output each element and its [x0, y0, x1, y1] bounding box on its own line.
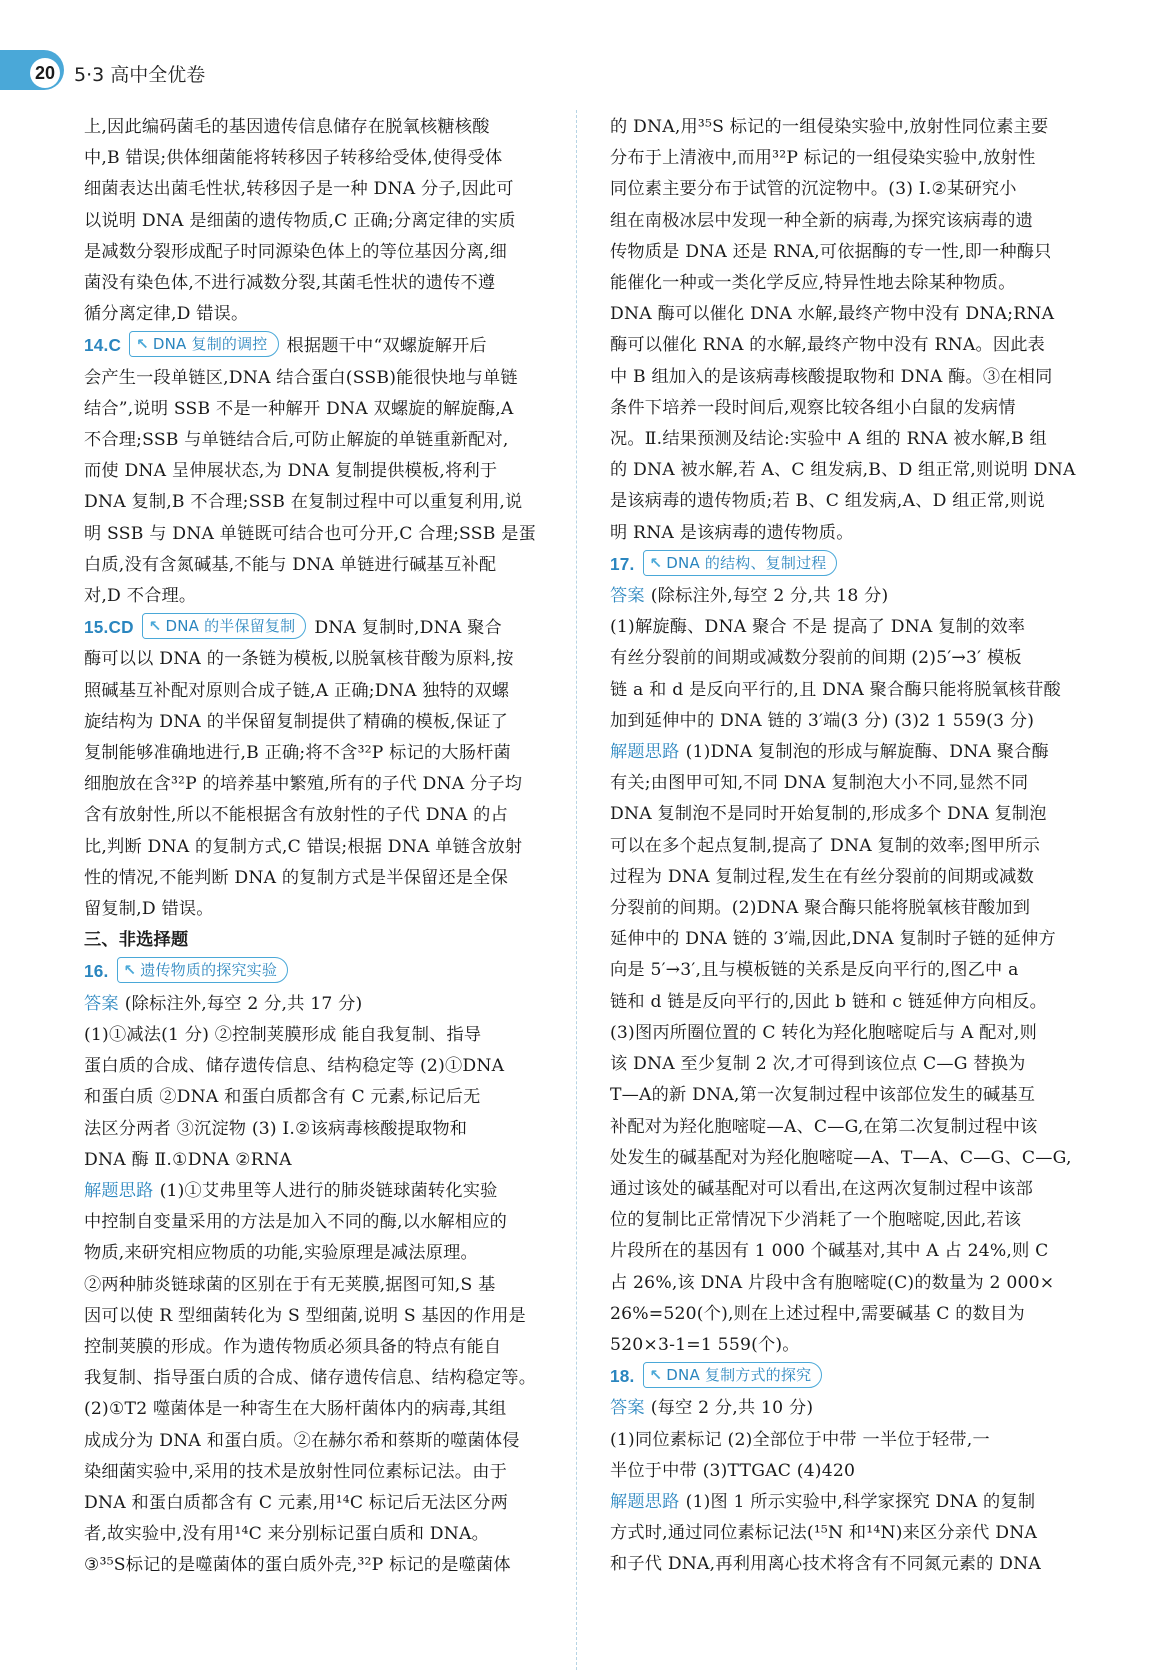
text-line: 白质,没有含氮碱基,不能与 DNA 单链进行碱基互补配 — [84, 554, 497, 575]
text-line: 留复制,D 错误。 — [84, 899, 214, 920]
text-line: 细胞放在含³²P 的培养基中繁殖,所有的子代 DNA 分子均 — [84, 774, 523, 795]
question-17-header — [610, 549, 1106, 581]
text-line: DNA 复制时,DNA 聚合 — [314, 618, 502, 639]
answer-label: 答案 — [610, 586, 645, 607]
text-line: 会产生一段单链区,DNA 结合蛋白(SSB)能很快地与单链 — [84, 367, 518, 388]
question-16-continued — [610, 112, 1106, 549]
answer-line: 和蛋白质 ②DNA 和蛋白质都含有 C 元素,标记后无 — [84, 1087, 481, 1108]
topic-tag — [643, 1362, 823, 1388]
text-line: 者,故实验中,没有用¹⁴C 来分别标记蛋白质和 DNA。 — [84, 1524, 489, 1545]
text-line: 有关;由图甲可知,不同 DNA 复制泡大小不同,显然不同 — [610, 773, 1029, 794]
topic-tag — [643, 550, 838, 576]
text-line: 比,判断 DNA 的复制方式,C 错误;根据 DNA 单链含放射 — [84, 836, 523, 857]
text-line: 结合”,说明 SSB 不是一种解开 DNA 双螺旋的解旋酶,A — [84, 398, 514, 419]
text-line: 的 DNA 被水解,若 A、C 组发病,B、D 组正常,则说明 DNA — [610, 460, 1076, 481]
text-line: 传物质是 DNA 还是 RNA,可依据酶的专一性,即一种酶只 — [610, 241, 1052, 262]
tag-hook-icon: ↖ — [123, 961, 137, 980]
text-line: 复制能够准确地进行,B 正确;将不含³²P 标记的大肠杆菌 — [84, 743, 511, 764]
text-line: 酶可以催化 RNA 的水解,最终产物中没有 RNA。因此表 — [610, 335, 1046, 356]
answer-note: (除标注外,每空 2 分,共 17 分) — [124, 993, 363, 1014]
topic-tag-label: 遗传物质的探究实验 — [140, 961, 278, 980]
text-line: 而使 DNA 呈伸展状态,为 DNA 复制提供模板,将利于 — [84, 461, 498, 482]
topic-tag — [117, 957, 289, 983]
text-line: 中控制自变量采用的方法是加入不同的酶,以水解相应的 — [84, 1212, 507, 1233]
text-line: 和子代 DNA,再利用离心技术将含有不同氮元素的 DNA — [610, 1554, 1042, 1575]
text-line: 位的复制比正常情况下少消耗了一个胞嘧啶,因此,若该 — [610, 1210, 1022, 1231]
analysis-label: 解题思路 — [84, 1180, 154, 1201]
question-14 — [84, 330, 584, 612]
analysis-header — [610, 1487, 1106, 1518]
text-line: 能催化一种或一类化学反应,特异性地去除某种物质。 — [610, 273, 1016, 294]
topic-tag — [142, 613, 307, 639]
right-column — [610, 112, 1106, 1581]
text-line: 可以在多个起点复制,提高了 DNA 复制的效率;图甲所示 — [610, 835, 1040, 856]
text-line: 上,因此编码菌毛的基因遗传信息储存在脱氧核糖核酸 — [84, 117, 490, 137]
question-number: 15.CD — [84, 617, 134, 638]
analysis-header — [610, 737, 1106, 768]
answer-note: (每空 2 分,共 10 分) — [650, 1398, 814, 1419]
answer-header — [610, 581, 1106, 612]
question-15-header — [84, 612, 584, 644]
topic-tag — [129, 331, 278, 357]
text-line: 补配对为羟化胞嘧啶—A、C—G,在第二次复制过程中该 — [610, 1116, 1038, 1137]
text-line: 循分离定律,D 错误。 — [84, 304, 249, 325]
text-line: 中 B 组加入的是该病毒核酸提取物和 DNA 酶。③在相同 — [610, 366, 1053, 387]
analysis-header — [84, 1176, 584, 1207]
page-number-tab — [0, 50, 64, 90]
text-line: 根据题干中“双螺旋解开后 — [286, 336, 487, 357]
question-18 — [610, 1361, 1106, 1580]
text-line: 向是 5′→3′,且与模板链的关系是反向平行的,图乙中 a — [610, 960, 1019, 981]
question-14-header — [84, 330, 584, 362]
topic-tag-label: DNA 复制方式的探究 — [666, 1366, 812, 1385]
text-line: 酶可以以 DNA 的一条链为模板,以脱氧核苷酸为原料,按 — [84, 649, 514, 670]
topic-tag-label: DNA 的结构、复制过程 — [666, 553, 827, 572]
answer-line: 蛋白质的合成、储存遗传信息、结构稳定等 (2)①DNA — [84, 1056, 505, 1077]
analysis-label: 解题思路 — [610, 742, 680, 763]
text-line: 该 DNA 至少复制 2 次,才可得到该位点 C—G 替换为 — [610, 1054, 1026, 1075]
question-16-header — [84, 956, 584, 988]
text-line: 是减数分裂形成配子时同源染色体上的等位基因分离,细 — [84, 241, 507, 262]
text-line: DNA 酶可以催化 DNA 水解,最终产物中没有 DNA;RNA — [610, 304, 1055, 325]
topic-tag-label: DNA 的半保留复制 — [165, 617, 296, 636]
answer-line: (1)同位素标记 (2)全部位于中带 一半位于轻带,一 — [610, 1429, 990, 1450]
question-16 — [84, 956, 584, 1581]
question-17 — [610, 549, 1106, 1361]
text-line: 过程为 DNA 复制过程,发生在有丝分裂前的间期或减数 — [610, 866, 1034, 887]
text-line: 旋结构为 DNA 的半保留复制提供了精确的模板,保证了 — [84, 711, 508, 732]
text-line: (1)①艾弗里等人进行的肺炎链球菌转化实验 — [159, 1180, 498, 1201]
text-line: 片段所在的基因有 1 000 个碱基对,其中 A 占 24%,则 C — [610, 1241, 1049, 1262]
answer-line: 半位于中带 (3)TTGAC (4)420 — [610, 1460, 856, 1481]
answer-header — [84, 989, 584, 1020]
text-line: 染细菌实验中,采用的技术是放射性同位素标记法。由于 — [84, 1461, 507, 1482]
text-line: 细菌表达出菌毛性状,转移因子是一种 DNA 分子,因此可 — [84, 179, 514, 200]
left-column — [84, 112, 584, 1582]
text-line: 处发生的碱基配对为羟化胞嘧啶—A、T—A、C—G、C—G, — [610, 1147, 1072, 1168]
question-18-header — [610, 1361, 1106, 1393]
text-line: 链和 d 链是反向平行的,因此 b 链和 c 链延伸方向相反。 — [610, 991, 1048, 1012]
text-line: 物质,来研究相应物质的功能,实验原理是减法原理。 — [84, 1243, 478, 1264]
section-title: 三、非选择题 — [84, 930, 189, 951]
text-line: DNA 和蛋白质都含有 C 元素,用¹⁴C 标记后无法区分两 — [84, 1492, 509, 1513]
text-line: (3)图丙所圈位置的 C 转化为羟化胞嘧啶后与 A 配对,则 — [610, 1022, 1037, 1043]
text-line: ②两种肺炎链球菌的区别在于有无荚膜,据图可知,S 基 — [84, 1274, 496, 1295]
text-line: 菌没有染色体,不进行减数分裂,其菌毛性状的遗传不遵 — [84, 273, 496, 294]
text-line: DNA 复制,B 不合理;SSB 在复制过程中可以重复利用,说 — [84, 492, 523, 513]
text-line: 不合理;SSB 与单链结合后,可防止解旋的单链重新配对, — [84, 430, 509, 451]
text-line: 对,D 不合理。 — [84, 586, 197, 607]
text-line: 况。Ⅱ.结果预测及结论:实验中 A 组的 RNA 被水解,B 组 — [610, 429, 1047, 450]
text-line: 占 26%,该 DNA 片段中含有胞嘧啶(C)的数量为 2 000× — [610, 1272, 1055, 1293]
text-line: (2)①T2 噬菌体是一种寄生在大肠杆菌体内的病毒,其组 — [84, 1399, 507, 1420]
intro-paragraph — [84, 112, 584, 330]
question-number: 16. — [84, 961, 109, 982]
answer-line: 有丝分裂前的间期或减数分裂前的间期 (2)5′→3′ 模板 — [610, 648, 1022, 669]
text-line: 明 RNA 是该病毒的遗传物质。 — [610, 522, 854, 543]
answer-line: 链 a 和 d 是反向平行的,且 DNA 聚合酶只能将脱氧核苷酸 — [610, 679, 1061, 700]
tag-hook-icon: ↖ — [136, 335, 149, 354]
topic-tag-label: DNA 复制的调控 — [152, 335, 268, 354]
text-line: 条件下培养一段时间后,观察比较各组小白鼠的发病情 — [610, 397, 1016, 418]
answer-note: (除标注外,每空 2 分,共 18 分) — [650, 586, 889, 607]
text-line: 分裂前的间期。(2)DNA 聚合酶只能将脱氧核苷酸加到 — [610, 898, 1031, 919]
answer-label: 答案 — [84, 993, 119, 1014]
text-line: 我复制、指导蛋白质的合成、储存遗传信息、结构稳定等。 — [84, 1368, 537, 1389]
text-line: 方式时,通过同位素标记法(¹⁵N 和¹⁴N)来区分亲代 DNA — [610, 1523, 1038, 1544]
text-line: 26%=520(个),则在上述过程中,需要碱基 C 的数目为 — [610, 1303, 1025, 1324]
answer-line: 法区分两者 ③沉淀物 (3) Ⅰ.②该病毒核酸提取物和 — [84, 1118, 468, 1139]
text-line: DNA 复制泡不是同时开始复制的,形成多个 DNA 复制泡 — [610, 804, 1047, 825]
text-line: 含有放射性,所以不能根据含有放射性的子代 DNA 的占 — [84, 805, 508, 826]
analysis-label: 解题思路 — [610, 1491, 680, 1512]
text-line: 中,B 错误;供体细菌能将转移因子转移给受体,使得受体 — [84, 148, 503, 169]
answer-header — [610, 1393, 1106, 1424]
question-number: 17. — [610, 553, 635, 574]
question-number: 14.C — [84, 335, 122, 356]
answer-line: 加到延伸中的 DNA 链的 3′端(3 分) (3)2 1 559(3 分) — [610, 710, 1035, 731]
text-line: 性的情况,不能判断 DNA 的复制方式是半保留还是全保 — [84, 867, 508, 888]
text-line: 520×3-1=1 559(个)。 — [610, 1334, 800, 1355]
text-line: 同位素主要分布于试管的沉淀物中。(3) Ⅰ.②某研究小 — [610, 179, 1017, 200]
text-line: (1)图 1 所示实验中,科学家探究 DNA 的复制 — [685, 1491, 1036, 1512]
tag-hook-icon: ↖ — [148, 617, 162, 636]
text-line: 成成分为 DNA 和蛋白质。②在赫尔希和蔡斯的噬菌体侵 — [84, 1430, 520, 1451]
answer-line: DNA 酶 Ⅱ.①DNA ②RNA — [84, 1149, 292, 1170]
text-line: 以说明 DNA 是细菌的遗传物质,C 正确;分离定律的实质 — [84, 210, 516, 231]
text-line: 照碱基互补配对原则合成子链,A 正确;DNA 独特的双螺 — [84, 680, 510, 701]
text-line: 的 DNA,用³⁵S 标记的一组侵染实验中,放射性同位素主要 — [610, 117, 1049, 137]
text-line: (1)DNA 复制泡的形成与解旋酶、DNA 聚合酶 — [685, 742, 1049, 763]
text-line: 因可以使 R 型细菌转化为 S 型细菌,说明 S 基因的作用是 — [84, 1305, 526, 1326]
answer-line: (1)解旋酶、DNA 聚合 不是 提高了 DNA 复制的效率 — [610, 617, 1026, 638]
answer-line: (1)①减法(1 分) ②控制荚膜形成 能自我复制、指导 — [84, 1024, 482, 1045]
page-number: 20 — [30, 58, 60, 88]
page-header — [0, 50, 1154, 96]
question-15 — [84, 612, 584, 925]
text-line: 组在南极冰层中发现一种全新的病毒,为探究该病毒的遗 — [610, 210, 1033, 231]
answer-label: 答案 — [610, 1398, 645, 1419]
book-title: 5·3 高中全优卷 — [74, 64, 206, 86]
text-line: 控制荚膜的形成。作为遗传物质必须具备的特点有能自 — [84, 1336, 502, 1357]
tag-hook-icon: ↖ — [649, 1366, 663, 1385]
text-line: 明 SSB 与 DNA 单链既可结合也可分开,C 合理;SSB 是蛋 — [84, 523, 536, 544]
text-line: ③³⁵S标记的是噬菌体的蛋白质外壳,³²P 标记的是噬菌体 — [84, 1555, 511, 1576]
text-line: 延伸中的 DNA 链的 3′端,因此,DNA 复制时子链的延伸方 — [610, 929, 1056, 950]
text-line: 通过该处的碱基配对可以看出,在这两次复制过程中该部 — [610, 1178, 1033, 1199]
tag-hook-icon: ↖ — [649, 553, 663, 572]
question-number: 18. — [610, 1366, 635, 1387]
text-line: T—A的新 DNA,第一次复制过程中该部位发生的碱基互 — [610, 1085, 1036, 1106]
text-line: 分布于上清液中,而用³²P 标记的一组侵染实验中,放射性 — [610, 148, 1036, 169]
text-line: 是该病毒的遗传物质;若 B、C 组发病,A、D 组正常,则说 — [610, 491, 1045, 512]
